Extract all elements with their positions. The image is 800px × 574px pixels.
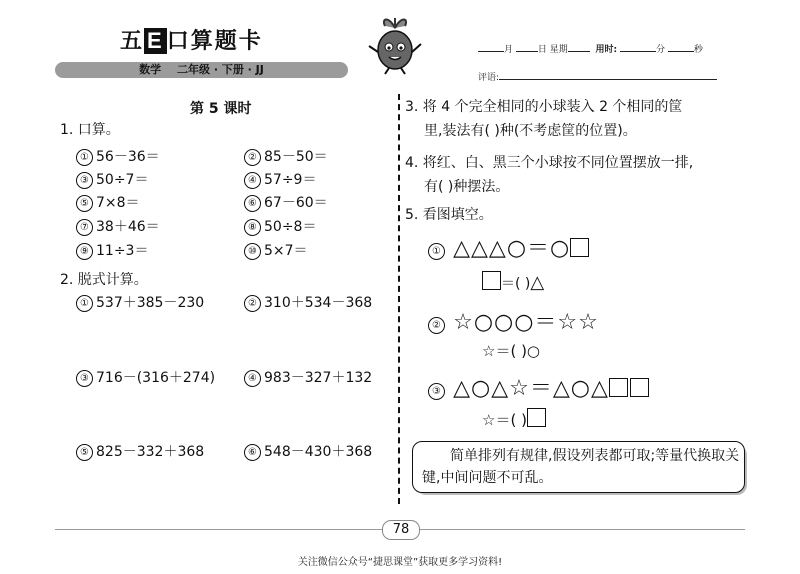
q4-line1: 4. 将红、白、黑三个小球按不同位置摆放一排,	[405, 155, 694, 171]
item-expression: 310＋534－368	[264, 295, 373, 311]
item-expression: 50÷8＝	[264, 219, 317, 235]
title-suffix: 口算题卡	[166, 29, 263, 54]
picture-1	[428, 231, 589, 262]
p2-number: ②	[428, 317, 445, 334]
date-row	[478, 42, 703, 55]
q2-title: 2. 脱式计算。	[60, 272, 148, 288]
item-number: ⑦	[76, 219, 93, 236]
square-icon	[630, 378, 649, 397]
item-expression: 56－36＝	[96, 149, 160, 165]
item-expression: 50÷7＝	[96, 172, 149, 188]
q1-item	[244, 146, 328, 166]
item-number: ⑤	[76, 444, 93, 461]
item-number: ③	[76, 172, 93, 189]
p2-equation: ☆○○○＝☆☆	[453, 310, 599, 335]
p1-answer-blank: ＝( )	[501, 276, 531, 292]
item-number: ②	[244, 295, 261, 312]
p3-equation: △○△☆＝△○△	[453, 376, 609, 401]
item-expression: 67－60＝	[264, 195, 328, 211]
q2-item	[244, 367, 372, 387]
item-number: ⑩	[244, 243, 261, 260]
p1-number: ①	[428, 243, 445, 260]
q1-item	[76, 240, 148, 260]
title-prefix: 五	[120, 29, 145, 54]
item-expression: 537＋385－230	[96, 295, 205, 311]
q3-line1: 3. 将 4 个完全相同的小球装入 2 个相同的筐	[405, 99, 683, 115]
item-number: ④	[244, 370, 261, 387]
p3-answer	[482, 408, 546, 430]
week-label: 星期	[549, 45, 568, 55]
picture-2	[428, 305, 599, 336]
item-number: ⑨	[76, 243, 93, 260]
q1-item	[244, 216, 316, 236]
footer-note: 关注微信公众号“捷思课堂”获取更多学习资料!	[297, 557, 503, 568]
item-number: ①	[76, 149, 93, 166]
q1-item	[244, 169, 316, 189]
picture-3	[428, 371, 649, 402]
item-number: ⑧	[244, 219, 261, 236]
q2-item	[76, 292, 204, 312]
item-number: ⑥	[244, 195, 261, 212]
item-expression: 38＋46＝	[96, 219, 160, 235]
day-label: 日	[537, 45, 547, 55]
q1-item	[244, 192, 328, 212]
item-number: ⑤	[76, 195, 93, 212]
item-expression: 983－327＋132	[264, 370, 373, 386]
item-expression: 85－50＝	[264, 149, 328, 165]
p3-answer-blank: ☆＝( )	[482, 411, 527, 429]
q1-item	[76, 146, 160, 166]
tip-text: 简单排列有规律,假设列表都可取;等量代换取关键,中间问题不可乱。	[422, 448, 740, 486]
square-icon	[527, 408, 546, 427]
item-expression: 57÷9＝	[264, 172, 317, 188]
column-divider	[398, 94, 400, 504]
item-expression: 7×8＝	[96, 195, 140, 211]
subject-band	[55, 62, 348, 78]
item-number: ①	[76, 295, 93, 312]
grade-label: 二年级 · 下册 · JJ	[176, 63, 264, 76]
card-title	[120, 24, 263, 55]
q1-title: 1. 口算。	[60, 122, 120, 138]
p2-answer: ☆＝( )○	[482, 342, 541, 360]
p1-answer-shape: △	[530, 272, 546, 293]
item-number: ③	[76, 370, 93, 387]
item-expression: 548－430＋368	[264, 444, 373, 460]
p1-answer	[482, 271, 545, 293]
p1-equation: △△△○＝○	[453, 236, 571, 261]
item-expression: 11÷3＝	[96, 243, 149, 259]
item-expression: 716－(316＋274)	[96, 370, 216, 386]
q1-item	[76, 216, 160, 236]
item-expression: 825－332＋368	[96, 444, 205, 460]
q4-line2: 有( )种摆法。	[424, 179, 510, 195]
q1-item	[76, 192, 140, 212]
q2-item	[244, 441, 372, 461]
month-label: 月	[504, 45, 514, 55]
item-expression: 5×7＝	[264, 243, 308, 259]
p3-number: ③	[428, 383, 445, 400]
comment-label: 评语:	[478, 73, 500, 83]
minute-label: 分	[656, 45, 666, 55]
radish-mascot-icon	[365, 14, 425, 76]
subject-label: 数学	[139, 63, 162, 76]
item-number: ⑥	[244, 444, 261, 461]
item-number: ②	[244, 149, 261, 166]
q5-title: 5. 看图填空。	[405, 207, 493, 223]
page-number: 78	[382, 520, 420, 540]
second-label: 秒	[693, 45, 703, 55]
square-icon	[570, 238, 589, 257]
square-icon	[609, 378, 628, 397]
q1-item	[244, 240, 308, 260]
q1-item	[76, 169, 148, 189]
square-icon	[482, 271, 501, 290]
title-e-logo: E	[144, 28, 167, 54]
q2-item	[76, 441, 204, 461]
comment-row	[478, 70, 717, 83]
q2-item	[76, 367, 215, 387]
lesson-title: 第 5 课时	[190, 101, 252, 117]
q3-line2: 里,装法有( )种(不考虑筐的位置)。	[424, 123, 637, 139]
time-label: 用时:	[595, 45, 618, 55]
q2-item	[244, 292, 372, 312]
item-number: ④	[244, 172, 261, 189]
